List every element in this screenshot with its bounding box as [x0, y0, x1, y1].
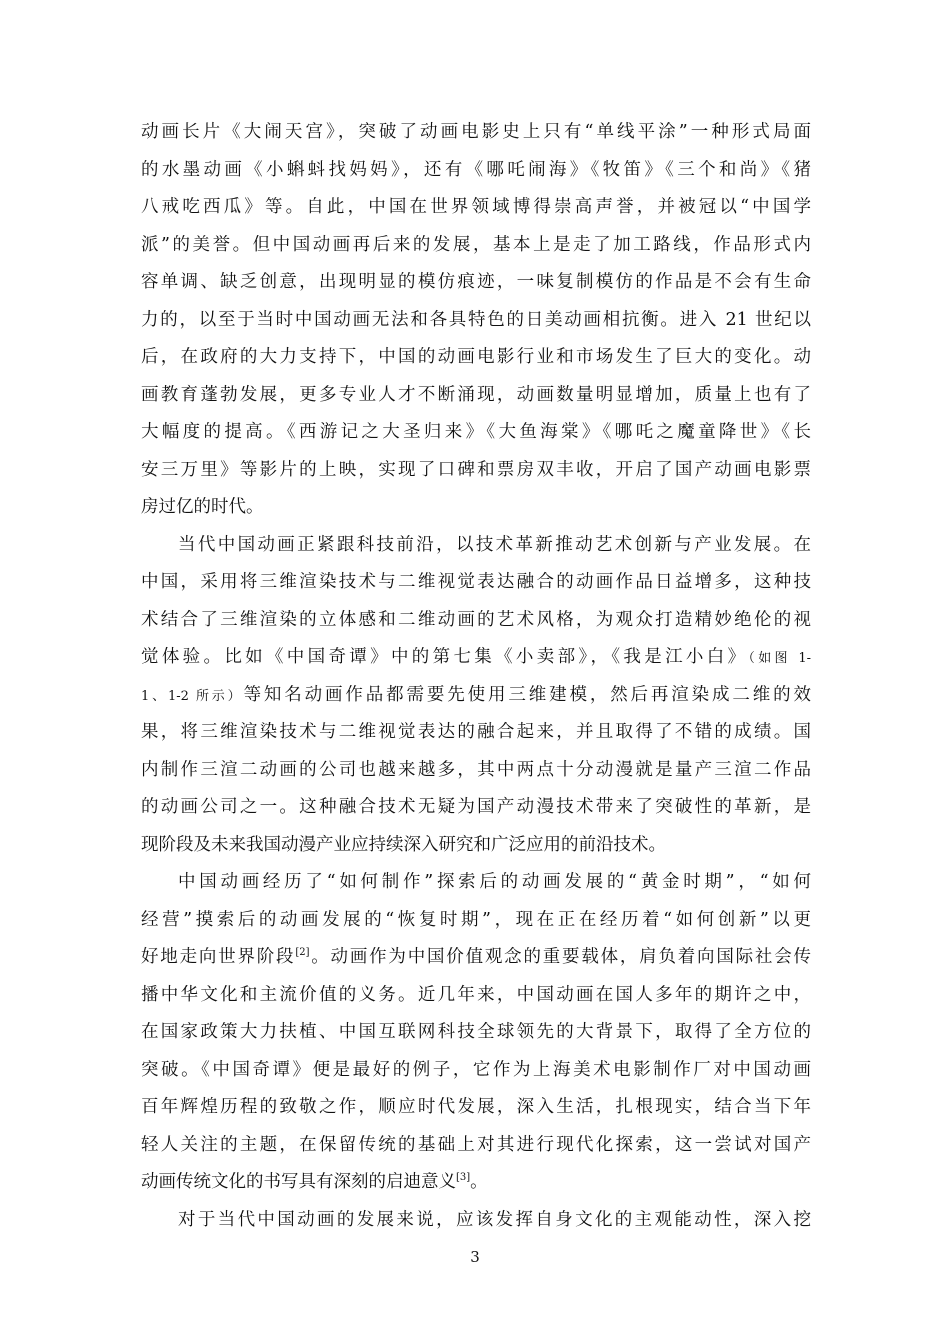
text-line: 派”的美誉。但中国动画再后来的发展，基本上是走了加工路线，作品形式内 — [141, 234, 811, 255]
text-line: 术结合了三维渲染的立体感和二维动画的艺术风格，为观众打造精妙绝伦的视 — [141, 609, 811, 630]
text-line: 果，将三维渲染技术与二维视觉表达的融合起来，并且取得了不错的成绩。国 — [141, 722, 811, 742]
text-segment: 。动画作为中国价值观念的重要载体，肩负着向国际社会传 — [309, 947, 811, 967]
text-line: 后，在政府的大力支持下，中国的动画电影行业和市场发生了巨大的变化。动 — [141, 347, 811, 367]
text-line: 的水墨动画《小蝌蚪找妈妈》，还有《哪吒闹海》《牧笛》《三个和尚》《猪 — [141, 159, 811, 180]
text-line: 安三万里》等影片的上映，实现了口碑和票房双丰收，开启了国产动画电影票 — [141, 459, 811, 480]
text-line: 突破。《中国奇谭》便是最好的例子，它作为上海美术电影制作厂对中国动画 — [141, 1059, 811, 1080]
page-number: 3 — [470, 1248, 480, 1266]
text-line: 当代中国动画正紧跟科技前沿，以技术革新推动艺术创新与产业发展。在 — [178, 534, 811, 555]
text-line: 大幅度的提高。《西游记之大圣归来》《大鱼海棠》《哪吒之魔童降世》《长 — [141, 422, 811, 442]
text-segment: 好地走向世界阶段 — [141, 947, 296, 967]
text-segment: 动画传统文化的书写具有深刻的启迪意义 — [141, 1172, 456, 1192]
text-line — [141, 1164, 811, 1202]
figure-reference: 1、1-2 所示） — [141, 688, 244, 704]
text-line: 中国动画经历了“如何制作”探索后的动画发展的“黄金时期”，“如何 — [178, 872, 811, 892]
text-line: 对于当代中国动画的发展来说，应该发挥自身文化的主观能动性，深入挖 — [178, 1209, 811, 1230]
body-text — [141, 114, 811, 1239]
text-line: 播中华文化和主流价值的义务。近几年来，中国动画在国人多年的期许之中， — [141, 984, 811, 1005]
text-line: 画教育蓬勃发展，更多专业人才不断涌现，动画数量明显增加，质量上也有了 — [141, 384, 811, 405]
text-segment: 觉体验。比如《中国奇谭》中的第七集《小卖部》，《我是江小白》 — [141, 647, 749, 667]
text-line: 在国家政策大力扶植、中国互联网科技全球领先的大背景下，取得了全方位的 — [141, 1022, 811, 1042]
text-line: 容单调、缺乏创意，出现明显的模仿痕迹，一味复制模仿的作品是不会有生命 — [141, 272, 811, 292]
text-line: 动画长片《大闹天宫》，突破了动画电影史上只有“单线平涂”一种形式局面 — [141, 122, 811, 142]
text-line: 八戒吃西瓜》等。自此，中国在世界领域博得崇高声誉，并被冠以“中国学 — [141, 197, 811, 217]
text-line — [141, 677, 811, 715]
text-line: 中国，采用将三维渲染技术与二维视觉表达融合的动画作品日益增多，这种技 — [141, 572, 811, 592]
text-line: 内制作三渲二动画的公司也越来越多，其中两点十分动漫就是量产三渲二作品 — [141, 759, 811, 780]
text-line: 现阶段及未来我国动漫产业应持续深入研究和广泛应用的前沿技术。 — [141, 834, 666, 855]
text-line: 力的，以至于当时中国动画无法和各具特色的日美动画相抗衡。进入 21 世纪以 — [141, 309, 811, 330]
text-line: 轻人关注的主题，在保留传统的基础上对其进行现代化探索，这一尝试对国产 — [141, 1134, 811, 1155]
text-segment: 等知名动画作品都需要先使用三维建模，然后再渲染成二维的效 — [243, 684, 811, 705]
text-line: 经营”摸索后的动画发展的“恢复时期”，现在正在经历着“如何创新”以更 — [141, 909, 811, 930]
text-line: 房过亿的时代。 — [141, 497, 264, 517]
figure-reference: （如图 1- — [748, 651, 811, 666]
text-segment: 。 — [470, 1172, 488, 1192]
text-line — [141, 639, 811, 677]
citation-2[interactable]: [2] — [295, 947, 310, 958]
text-line: 百年辉煌历程的致敬之作，顺应时代发展，深入生活，扎根现实，结合当下年 — [141, 1097, 811, 1117]
text-line — [141, 939, 811, 977]
citation-3[interactable]: [3] — [456, 1172, 471, 1183]
text-line: 的动画公司之一。这种融合技术无疑为国产动漫技术带来了突破性的革新，是 — [141, 797, 811, 817]
